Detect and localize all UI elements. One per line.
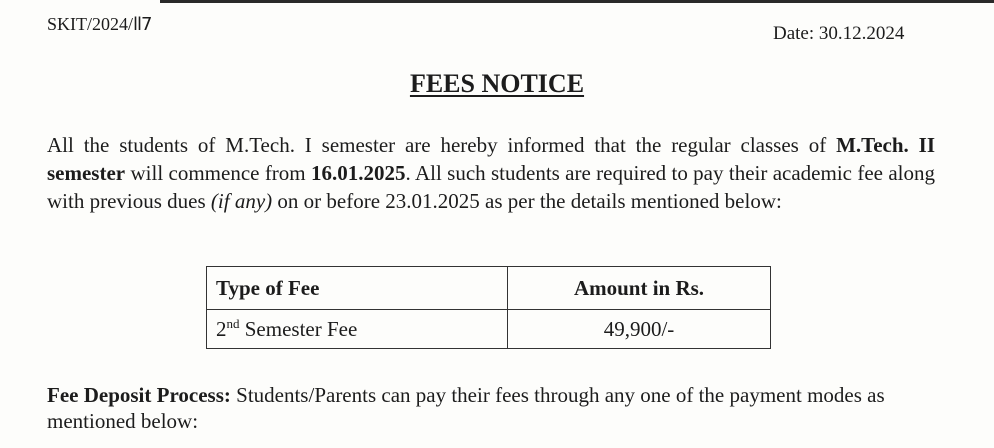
top-border-line (160, 0, 994, 3)
fee-amount-cell: 49,900/- (508, 310, 771, 349)
fee-type-label: Semester Fee (239, 317, 358, 341)
paragraph-text-3: . All such students are required to pay their academic fee along with previous dues (47, 161, 935, 213)
if-any-italic: (if any) (210, 189, 273, 213)
fee-type-ordinal: nd (226, 316, 240, 331)
fee-type-number: 2 (216, 317, 227, 341)
fee-type-cell (207, 310, 508, 349)
page-title: FEES NOTICE (409, 69, 585, 98)
deposit-label: Fee Deposit Process: (47, 383, 231, 407)
reference-handwritten-number: ll7 (133, 14, 152, 35)
fee-table (206, 266, 771, 349)
reference-number (47, 14, 151, 35)
header-amount: Amount in Rs. (508, 267, 771, 310)
header-type-of-fee: Type of Fee (207, 267, 508, 310)
table-row (207, 310, 771, 349)
paragraph-text-2: will commence from (125, 161, 311, 185)
deposit-paragraph (47, 382, 935, 434)
reference-prefix: SKIT/2024/ (47, 14, 134, 34)
paragraph-text-1: All the students of M.Tech. I semester are hereby informed that the regular classes of (47, 133, 837, 157)
semester-bold: M.Tech. II semester (47, 133, 935, 185)
table-header-row (207, 267, 771, 310)
notice-date: Date: 30.12.2024 (773, 23, 905, 44)
paragraph-text-4: on or before 23.01.2025 as per the details mentioned below: (272, 189, 782, 213)
deposit-text: Students/Parents can pay their fees through any one of the payment modes as mentioned below: (47, 383, 885, 433)
notice-paragraph (47, 131, 935, 215)
commence-date: 16.01.2025 (311, 161, 406, 185)
